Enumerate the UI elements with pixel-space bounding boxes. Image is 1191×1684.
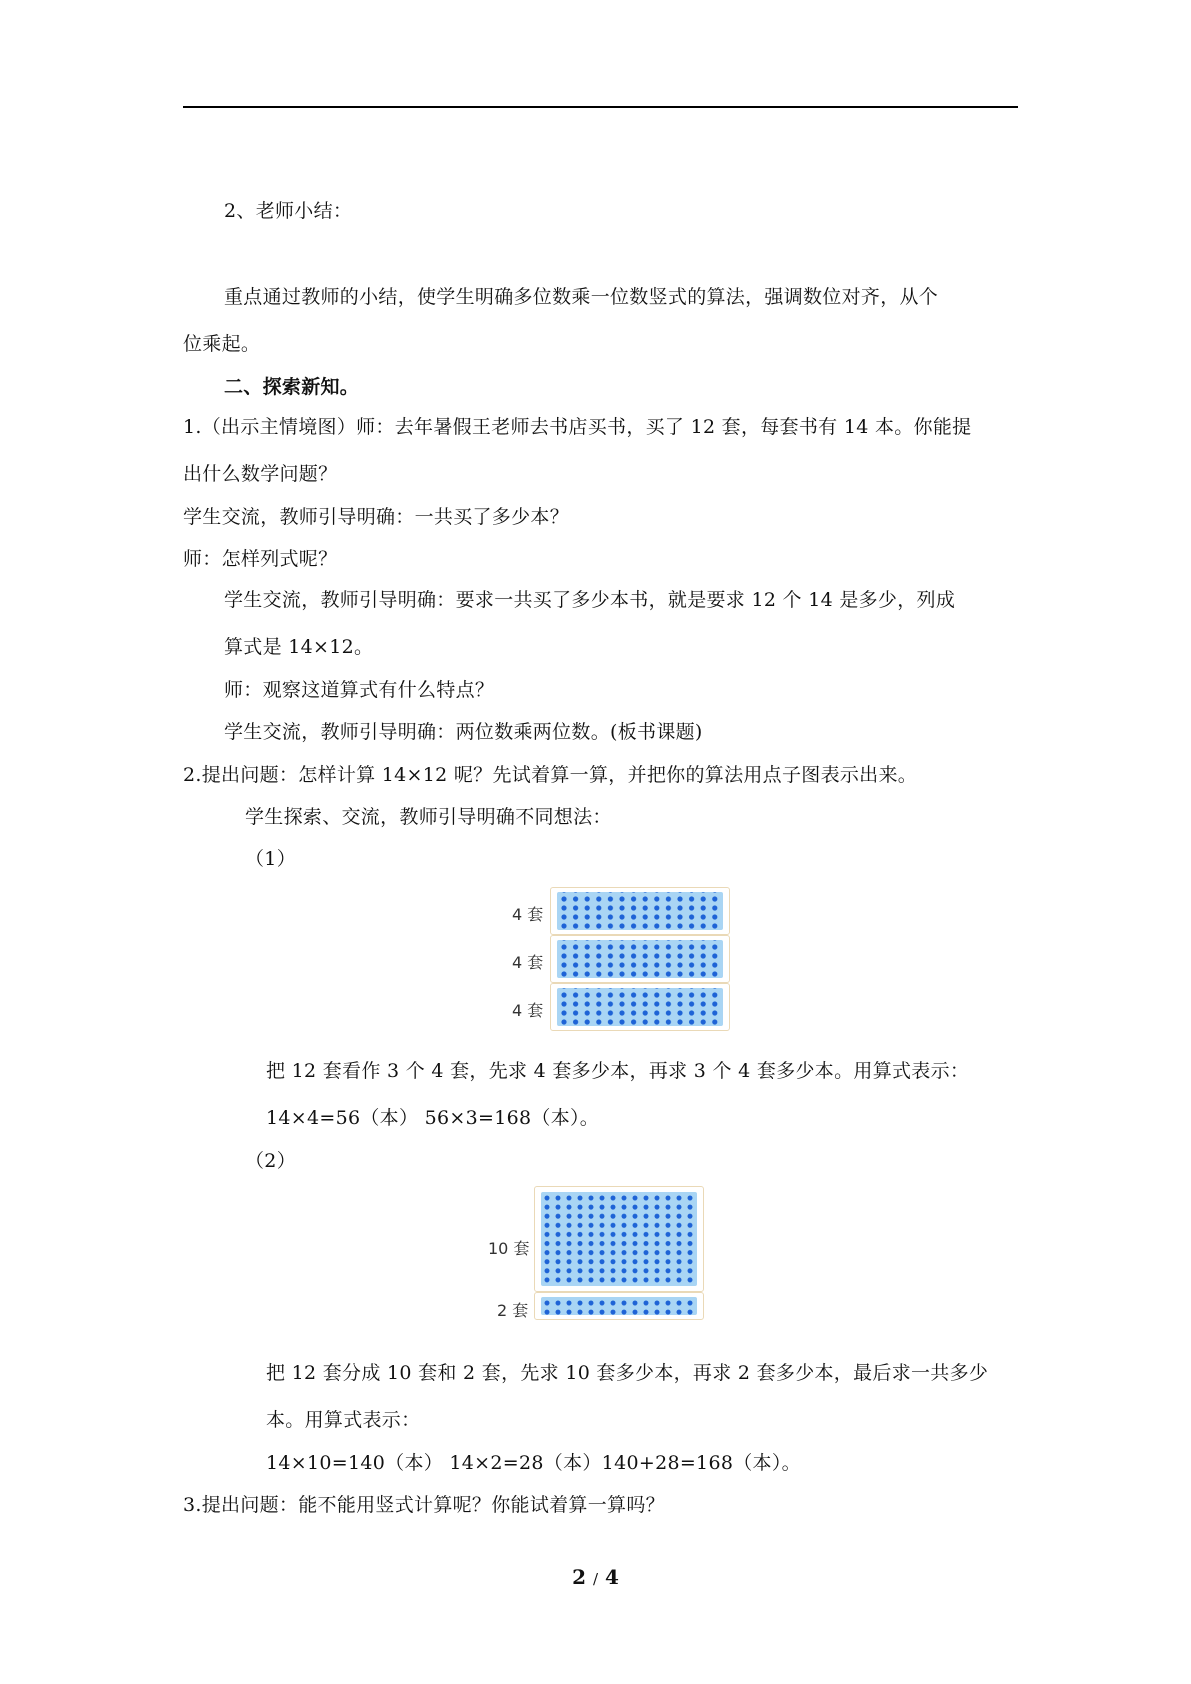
paragraph-line: 师：怎样列式呢？ — [183, 548, 338, 570]
paragraph-line: 学生交流，教师引导明确：两位数乘两位数。(板书课题) — [224, 721, 703, 743]
page-number — [0, 1565, 1191, 1589]
paragraph-line: 2.提出问题：怎样计算 14×12 呢？先试着算一算，并把你的算法用点子图表示出来。 — [183, 764, 918, 786]
group-label: 4 套 — [512, 1001, 544, 1020]
paragraph-line: 重点通过教师的小结，使学生明确多位数乘一位数竖式的算法，强调数位对齐，从个 — [224, 286, 939, 308]
equation-line: 14×10=140（本） 14×2=28（本）140+28=168（本）。 — [266, 1452, 801, 1474]
dot-grid — [557, 940, 723, 978]
section-heading-explore: 二、探索新知。 — [224, 376, 360, 398]
dot-panel — [550, 935, 730, 983]
paragraph-line: 出什么数学问题？ — [183, 463, 338, 485]
paragraph-line: 学生交流，教师引导明确：一共买了多少本？ — [183, 506, 570, 528]
paragraph-line: 1.（出示主情境图）师：去年暑假王老师去书店买书，买了 12 套，每套书有 14 本。你能提 — [183, 416, 972, 438]
paragraph-line: 把 12 套看作 3 个 4 套，先求 4 套多少本，再求 3 个 4 套多少本。用算式表示： — [266, 1060, 970, 1082]
equation-line: 14×4=56（本） 56×3=168（本）。 — [266, 1107, 600, 1129]
group-label: 4 套 — [512, 905, 544, 924]
dot-grid — [541, 1192, 697, 1286]
method-number: （2） — [245, 1150, 296, 1172]
paragraph-line: 算式是 14×12。 — [224, 636, 374, 658]
paragraph-line: 位乘起。 — [183, 333, 261, 355]
dot-group — [541, 1192, 697, 1286]
paragraph-line: 本。用算式表示： — [266, 1409, 421, 1431]
dot-group — [541, 1297, 697, 1315]
paragraph-line: 师：观察这道算式有什么特点？ — [224, 679, 495, 701]
dot-grid — [557, 892, 723, 930]
group-label: 10 套 — [488, 1239, 530, 1258]
page-separator: / — [592, 1570, 599, 1588]
dot-panel — [550, 983, 730, 1031]
dot-grid — [541, 1297, 697, 1315]
group-label: 4 套 — [512, 953, 544, 972]
dot-group — [557, 988, 723, 1026]
dot-grid — [557, 988, 723, 1026]
page-current: 2 — [572, 1565, 586, 1589]
paragraph-line: 3.提出问题：能不能用竖式计算呢？你能试着算一算吗？ — [183, 1494, 665, 1516]
dot-group — [557, 892, 723, 930]
method-number: （1） — [245, 848, 296, 870]
paragraph-line: 学生交流，教师引导明确：要求一共买了多少本书，就是要求 12 个 14 是多少，列成 — [224, 589, 956, 611]
dot-panel — [550, 887, 730, 935]
paragraph-line: 把 12 套分成 10 套和 2 套，先求 10 套多少本，再求 2 套多少本，最后求一共多少 — [266, 1362, 989, 1384]
dot-panel — [534, 1186, 704, 1292]
paragraph-line: 学生探索、交流，教师引导明确不同想法： — [245, 806, 612, 828]
section-heading-teacher-summary: 2、老师小结： — [224, 200, 353, 222]
dot-group — [557, 940, 723, 978]
dot-panel — [534, 1292, 704, 1320]
header-rule — [183, 106, 1018, 108]
page-total: 4 — [605, 1565, 619, 1589]
group-label: 2 套 — [497, 1301, 529, 1320]
